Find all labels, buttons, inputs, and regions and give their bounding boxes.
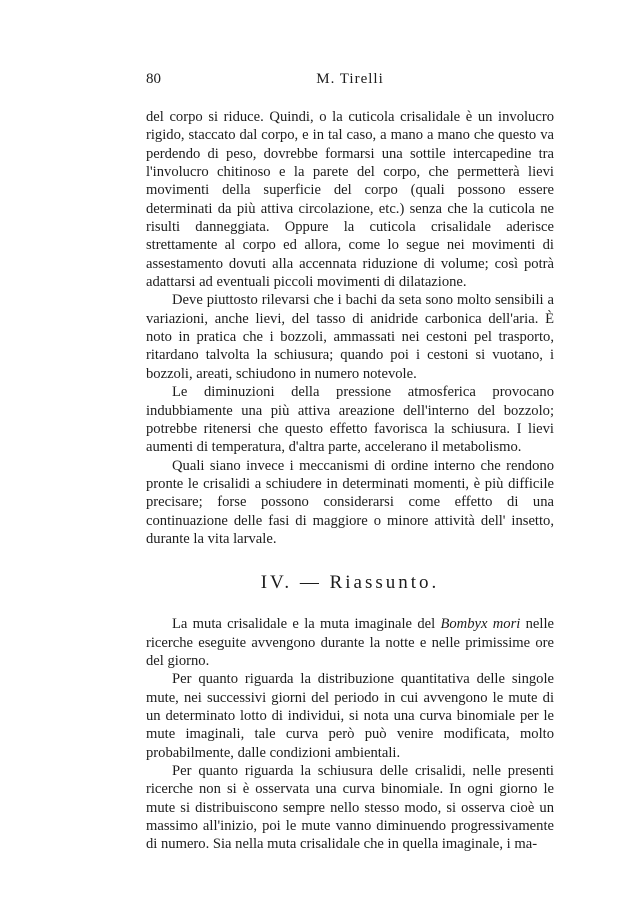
paragraph-text: La muta crisalidale e la muta imaginale del: [172, 616, 441, 633]
section-heading: IV. — Riassunto.: [260, 572, 440, 594]
paragraph: Per quanto riguarda la schiusura delle crisalidi, nelle presenti ricerche non si è osservata una curva binomiale. In ogni giorno le mute si distribuiscono sempre nello stesso modo, si osserva cioè un massimo all'inizio, poi le mute vanno diminuendo progressivamente di numero. Sia nella muta crisalidale che in quella imaginale, i ma-: [146, 763, 554, 853]
paragraph: [146, 615, 554, 670]
body-text: [146, 108, 554, 854]
page-header: [146, 71, 554, 93]
paragraph: Per quanto riguarda la distribuzione quantitativa delle singole mute, nei successivi giorni del periodo in cui avvengono le mute di un determinato lotto di individui, si nota una curva binomiale per le mute imaginali, tale curva però può venire modificata, molto probabilmente, dalle condizioni ambientali.: [146, 671, 554, 761]
page-number: 80: [146, 71, 161, 87]
running-head: M. Tirelli: [316, 71, 384, 87]
paragraph: Quali siano invece i meccanismi di ordine interno che rendono pronte le crisalidi a schiudere in determinati momenti, è più difficile precisare; forse possono considerarsi come effetto di una continuazione delle fasi di maggiore o minore attività dell' insetto, durante la vita larvale.: [146, 457, 554, 547]
paragraph: del corpo si riduce. Quindi, o la cuticola crisalidale è un involucro rigido, staccato dal corpo, e in tal caso, a mano a mano che questo va perdendo di peso, dovrebbe formarsi una sottile intercapedine tra l'involucro chitinoso e la parete del corpo, che permetterà lievi movimenti della superficie del corpo (quali possono essere determinati da più attiva circolazione, etc.) senza che la cuticola ne risulti danneggiata. Oppure la cuticola crisalidale aderisce strettamente al corpo ed allora, come lo segue nei movimenti di assestamento dovuti alla accennata riduzione di volume; così potrà adattarsi ad eventuali piccoli movimenti di dilatazione.: [146, 109, 554, 291]
paragraph-text: nelle ricerche eseguite avvengono durante la notte e nelle primissime ore del giorno.: [146, 616, 554, 669]
paragraph: Deve piuttosto rilevarsi che i bachi da seta sono molto sensibili a variazioni, anche lievi, del tasso di anidride carbonica dell'aria. È noto in pratica che i bozzoli, ammassati nei cestoni pel trasporto, ritardano talvolta la schiusura; quando poi i cestoni si vuotano, i bozzoli, areati, schiudono in numero notevole.: [146, 292, 554, 382]
species-name: Bombyx mori: [440, 616, 521, 633]
paragraph: Le diminuzioni della pressione atmosferica provocano indubbiamente una più attiva areazione dell'interno del bozzolo; potrebbe ritenersi che questo effetto favorisca la schiusura. I lievi aumenti di temperatura, d'altra parte, accelerano il metabolismo.: [146, 384, 554, 456]
